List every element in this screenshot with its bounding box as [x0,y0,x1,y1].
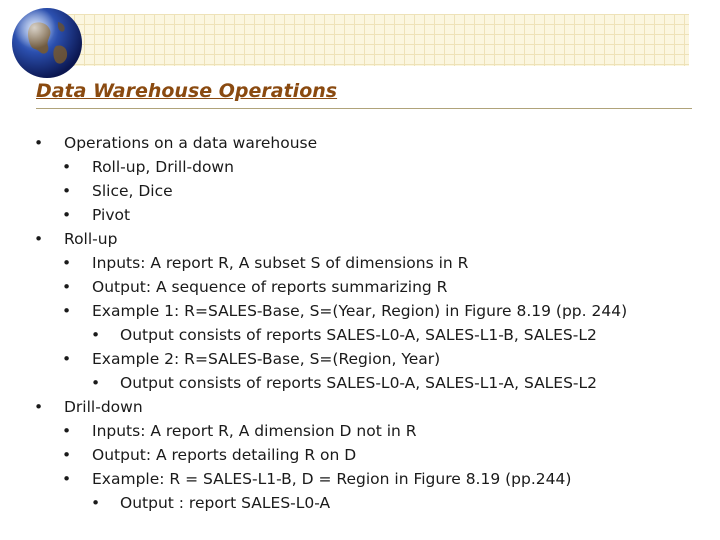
bullet-item [0,419,720,443]
bullet-text: Output: A reports detailing R on D [92,446,357,464]
bullet-marker-icon: • [62,302,72,320]
bullet-marker-icon: • [34,134,44,152]
bullet-marker-icon: • [91,326,101,344]
bullet-marker-icon: • [91,374,101,392]
bullet-marker-icon: • [62,182,72,200]
bullet-item [0,323,720,347]
bullet-marker-icon: • [34,398,44,416]
bullet-text: Example 2: R=SALES-Base, S=(Region, Year) [92,350,441,368]
bullet-marker-icon: • [34,230,44,248]
slide-title: Data Warehouse Operations [36,80,338,102]
bullet-text: Output: A sequence of reports summarizing R [92,278,448,296]
bullet-list [0,131,720,515]
bullet-item [0,275,720,299]
bullet-marker-icon: • [62,446,72,464]
bullet-item [0,371,720,395]
bullet-item [0,155,720,179]
globe-icon [10,6,84,80]
bullet-text: Inputs: A report R, A subset S of dimensions in R [92,254,469,272]
bullet-marker-icon: • [62,350,72,368]
bullet-text: Example 1: R=SALES-Base, S=(Year, Region) in Figure 8.19 (pp. 244) [92,302,628,320]
bullet-marker-icon: • [91,494,101,512]
bullet-text: Drill-down [64,398,143,416]
title-divider [36,108,692,109]
bullet-item [0,347,720,371]
bullet-item [0,443,720,467]
bullet-item [0,395,720,419]
bullet-text: Roll-up, Drill-down [92,158,234,176]
bullet-item [0,251,720,275]
bullet-text: Roll-up [64,230,118,248]
bullet-item [0,203,720,227]
bullet-text: Output consists of reports SALES-L0-A, SALES-L1-A, SALES-L2 [120,374,598,392]
bullet-item [0,491,720,515]
bullet-item [0,227,720,251]
bullet-item [0,131,720,155]
bullet-text: Slice, Dice [92,182,173,200]
bullet-item [0,299,720,323]
bullet-text: Operations on a data warehouse [64,134,318,152]
bullet-text: Pivot [92,206,131,224]
header-decorative-band [44,14,689,66]
bullet-text: Inputs: A report R, A dimension D not in R [92,422,417,440]
bullet-text: Example: R = SALES-L1-B, D = Region in Figure 8.19 (pp.244) [92,470,572,488]
bullet-marker-icon: • [62,278,72,296]
bullet-marker-icon: • [62,422,72,440]
bullet-text: Output consists of reports SALES-L0-A, SALES-L1-B, SALES-L2 [120,326,597,344]
bullet-item [0,179,720,203]
bullet-marker-icon: • [62,470,72,488]
bullet-marker-icon: • [62,254,72,272]
bullet-text: Output : report SALES-L0-A [120,494,331,512]
bullet-item [0,467,720,491]
bullet-marker-icon: • [62,206,72,224]
bullet-marker-icon: • [62,158,72,176]
